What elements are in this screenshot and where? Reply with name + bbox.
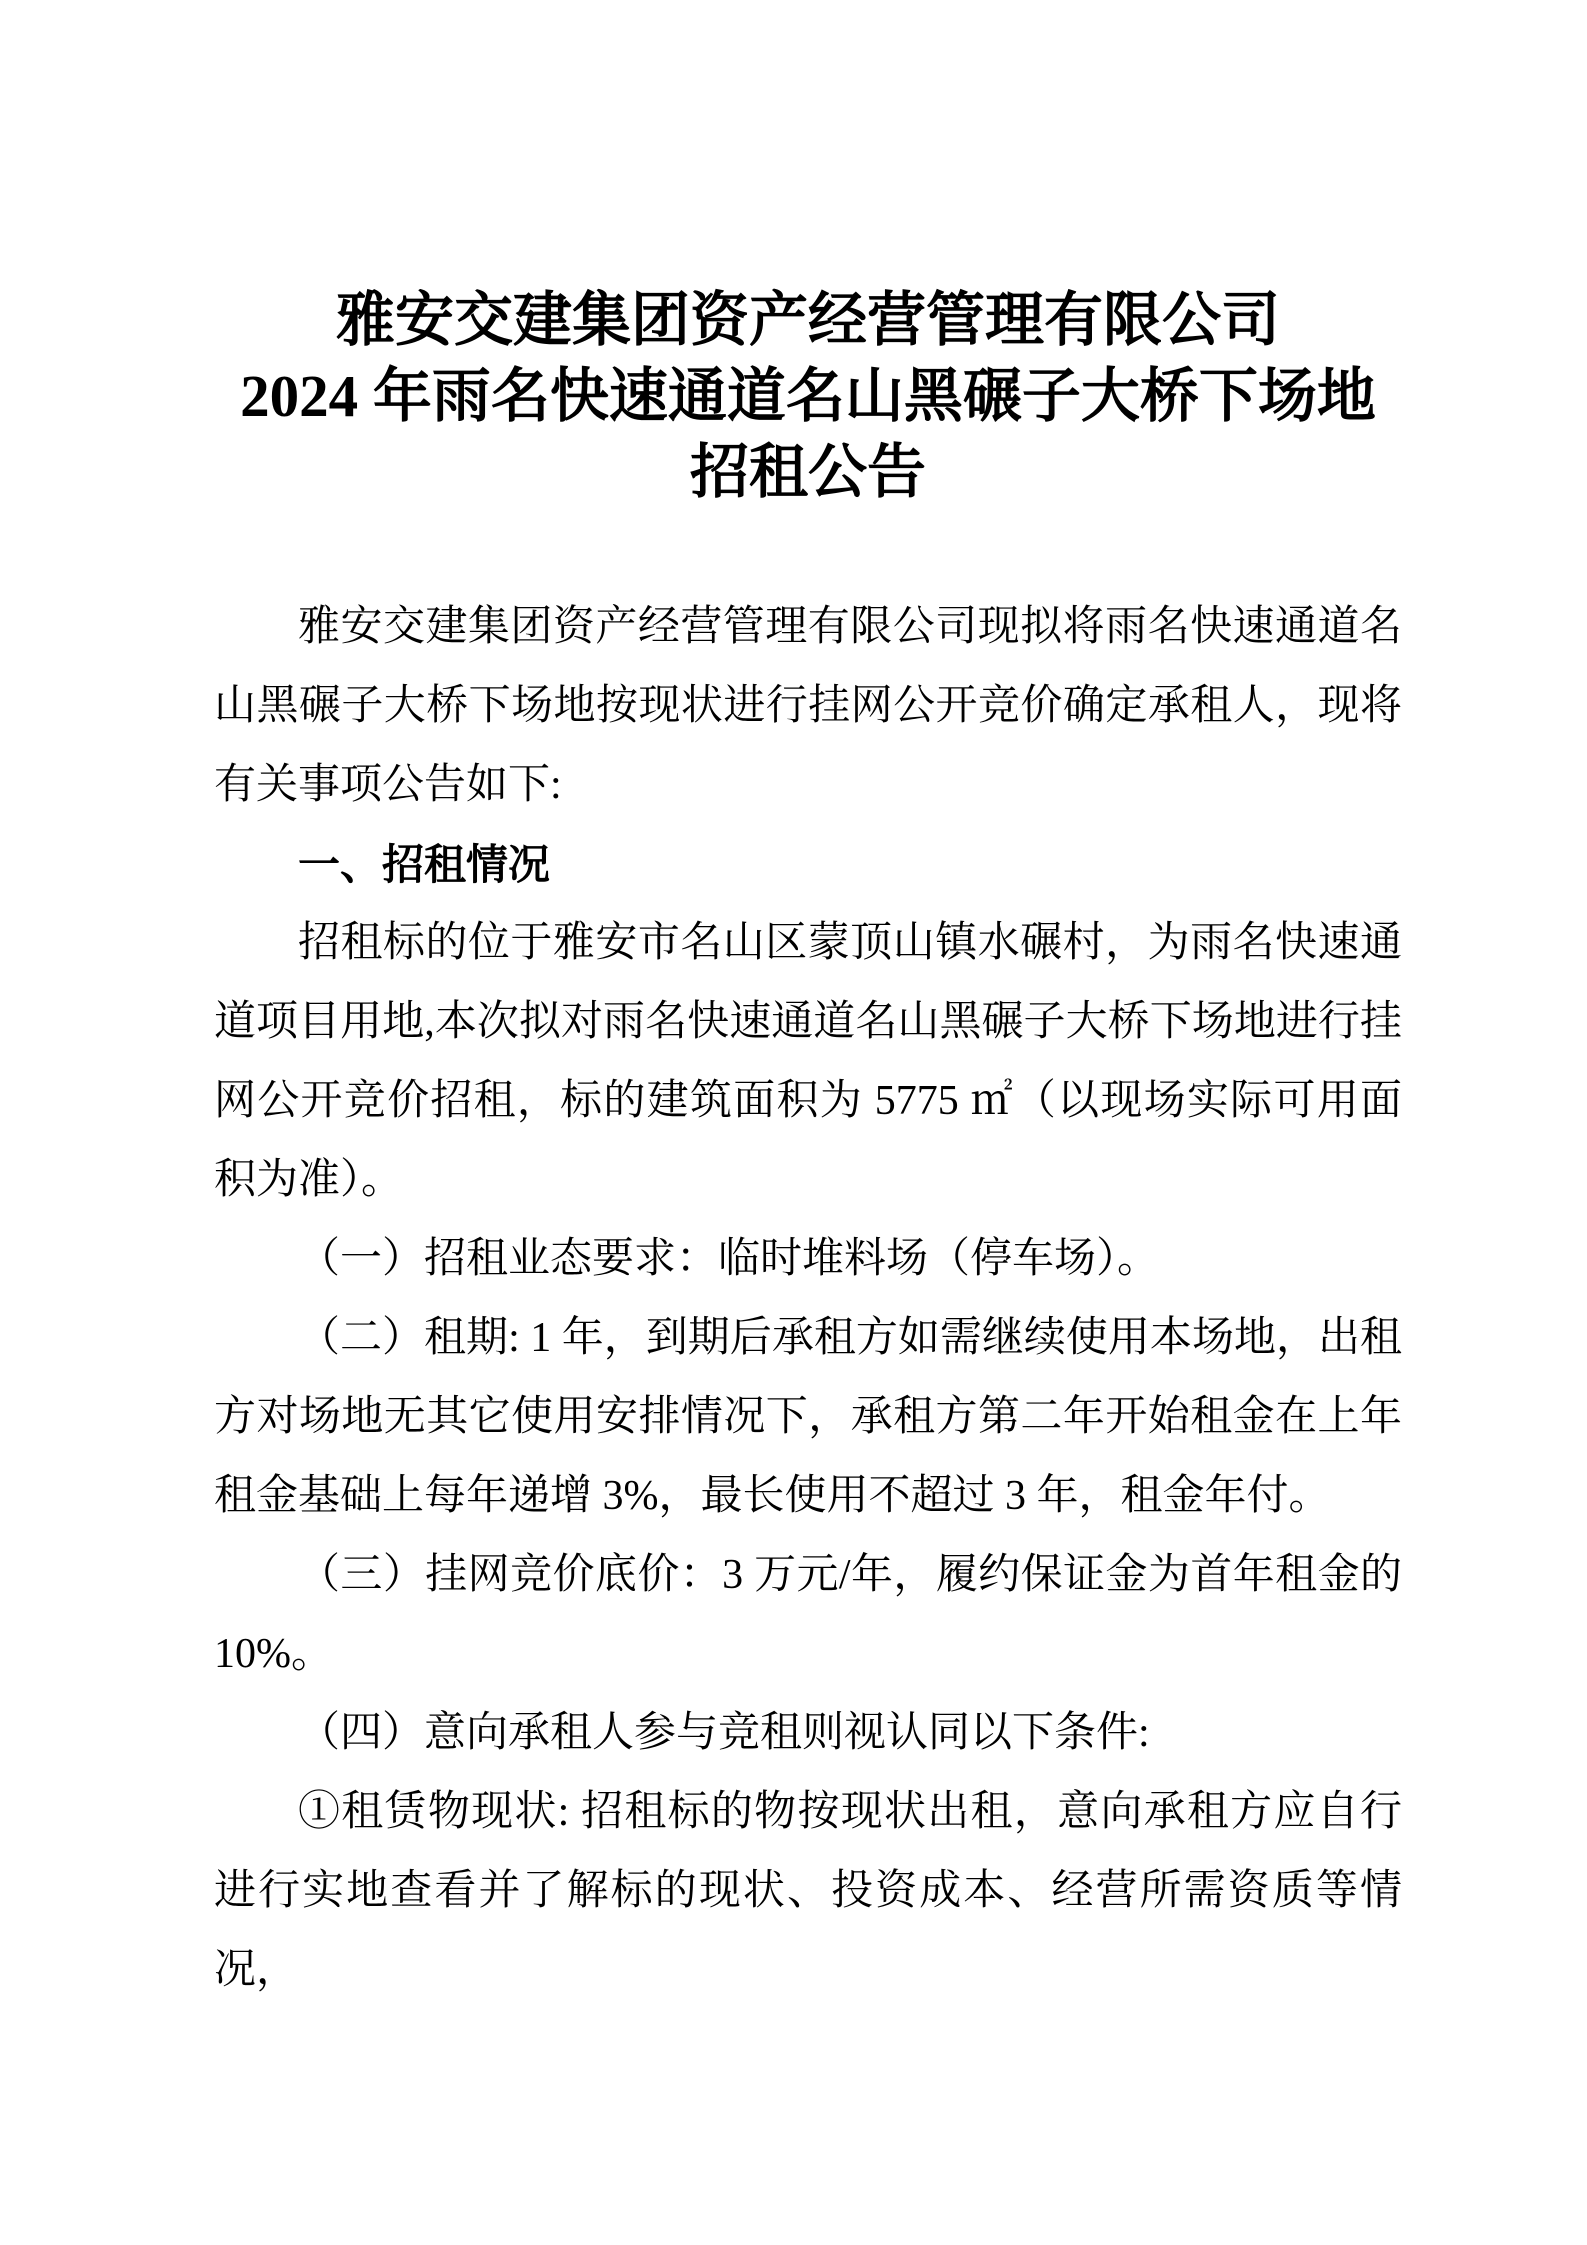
paragraph-business-type: （一）招租业态要求：临时堆料场（停车场）。 [298,1236,1160,1282]
paragraph-rental-description: 招租标的位于雅安市名山区蒙顶山镇水碾村，为雨名快速通道项目用地,本次拟对雨名快速通道名山黑碾子大桥下场地进行挂网公开竞价招租，标的建筑面积为 5775 ㎡（以现场实际可用面积为准）。 [214,920,1402,1203]
document-body [214,588,1402,2010]
paragraph-base-price: （三）挂网竞价底价：3 万元/年，履约保证金为首年租金的 10%。 [214,1552,1402,1677]
document-content [214,282,1402,2010]
paragraph-condition-current-status: ①租赁物现状: 招租标的物按现状出租，意向承租方应自行进行实地查看并了解标的现状、投资成本、经营所需资质等情况， [214,1789,1402,1993]
document-title-line-3: 招租公告 [689,439,926,505]
document-title-line-1: 雅安交建集团资产经营管理有限公司 [335,287,1280,353]
paragraph-conditions-intro: （四）意向承租人参与竞租则视认同以下条件: [298,1710,1150,1756]
document-title [214,282,1402,510]
document-title-line-2: 2024 年雨名快速通道名山黑碾子大桥下场地 [240,363,1376,429]
paragraph-intro: 雅安交建集团资产经营管理有限公司现拟将雨名快速通道名山黑碾子大桥下场地按现状进行挂网公开竞价确定承租人，现将有关事项公告如下: [214,604,1402,808]
paragraph-lease-term: （二）租期: 1 年，到期后承租方如需继续使用本场地，出租方对场地无其它使用安排情况下，承租方第二年开始租金在上年租金基础上每年递增 3%，最长使用不超过 3 年，租金年付。 [214,1315,1402,1519]
section-heading-rental-info: 一、招租情况 [298,841,551,888]
